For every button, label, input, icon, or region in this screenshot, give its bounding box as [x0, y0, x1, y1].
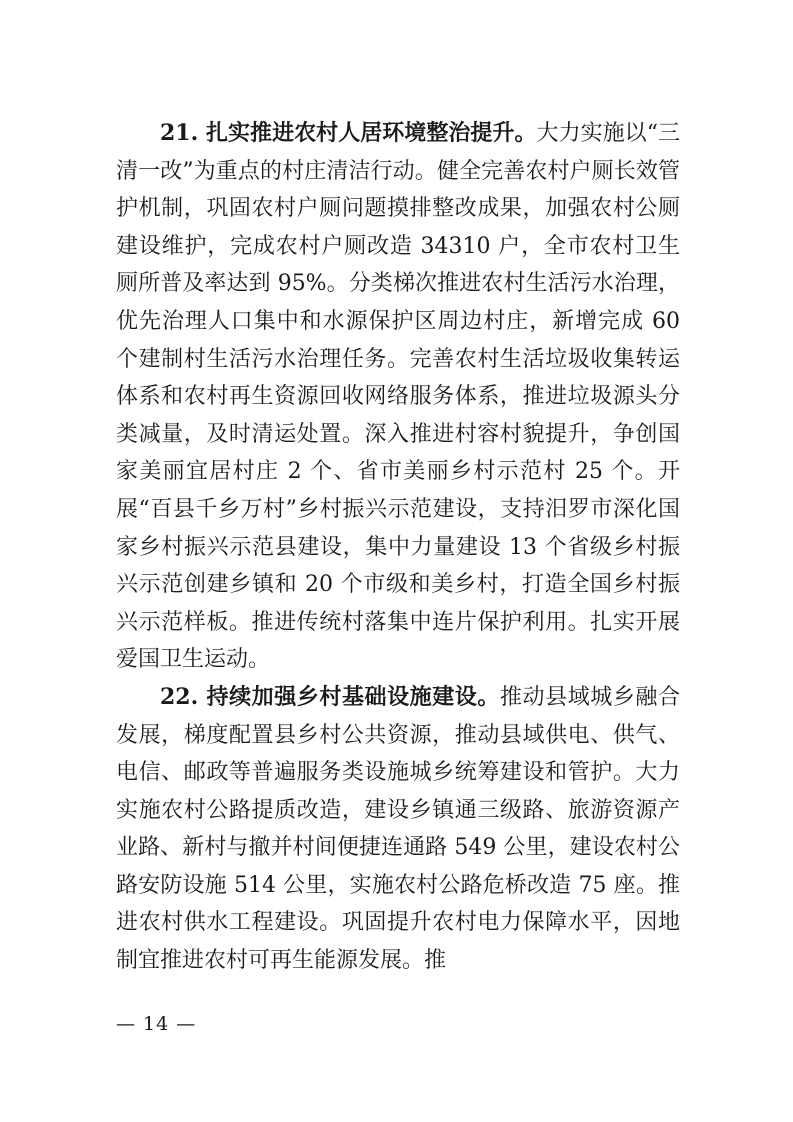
section-22-text: 推动县域城乡融合发展，梯度配置县乡村公共资源，推动县域供电、供气、电信、邮政等普遍服务类设施城乡统筹建设和管护。大力实施农村公路提质改造，建设乡镇通三级路、旅游资源产业路、新村与撤并村间便捷连通路 549 公里，建设农村公路安防设施 514 公里，实施农村公路危桥改造 75 座。推进农村供水工程建设。巩固提升农村电力保障水平，因地制宜推进农村可再生能源发展。推 [116, 684, 680, 974]
section-22-heading: 22. 持续加强乡村基础设施建设。 [160, 683, 500, 710]
page-number: — 14 — [116, 1013, 197, 1035]
section-22-paragraph [116, 679, 680, 980]
section-21-paragraph [116, 115, 680, 679]
section-21-text: 大力实施以“三清一改”为重点的村庄清洁行动。健全完善农村户厕长效管护机制，巩固农村户厕问题摸排整改成果，加强农村公厕建设维护，完成农村户厕改造 34310 户，全市农村卫生厕所普及率达到 95%。分类梯次推进农村生活污水治理，优先治理人口集中和水源保护区周边村庄，新增完成 60 个建制村生活污水治理任务。完善农村生活垃圾收集转运体系和农村再生资源回收网络服务体系，推进垃圾源头分类减量，及时清运处置。深入推进村容村貌提升，争创国家美丽宜居村庄 2 个、省市美丽乡村示范村 25 个。开展“百县千乡万村”乡村振兴示范建设，支持汨罗市深化国家乡村振兴示范县建设，集中力量建设 13 个省级乡村振兴示范创建乡镇和 20 个市级和美乡村，打造全国乡村振兴示范样板。推进传统村落集中连片保护利用。扎实开展爱国卫生运动。 [116, 121, 681, 673]
document-body [116, 115, 680, 980]
section-21-heading: 21. 扎实推进农村人居环境整治提升。 [160, 120, 537, 146]
